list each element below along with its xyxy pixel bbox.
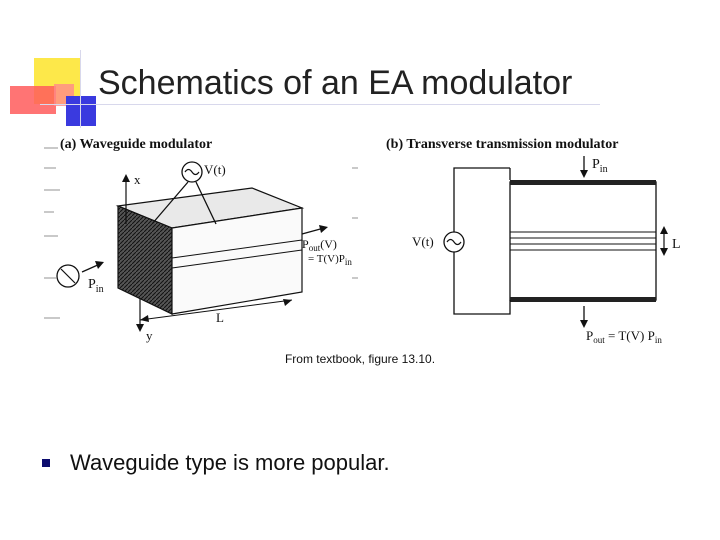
slab-body [510, 182, 656, 300]
bullet-square-icon [42, 459, 50, 467]
axis-y-label: y [146, 328, 153, 343]
panel-b-input-arrow-icon [580, 170, 588, 178]
panel-a-length: L [216, 310, 224, 325]
output-arrow-icon [319, 225, 328, 233]
panel-a-input: $P_{in}$ [88, 277, 104, 295]
axis-x-arrow-icon [122, 174, 130, 182]
bullet-text: Waveguide type is more popular. [70, 450, 390, 475]
panel-b-voltage: V(t) [412, 234, 434, 249]
thickness-arrow-up-icon [660, 226, 668, 234]
panel-a-voltage: V(t) [204, 162, 226, 177]
figure-caption: From textbook, figure 13.10. [284, 352, 436, 366]
length-arrow-right-icon [283, 299, 292, 306]
panel-a-label: (a) Waveguide modulator [60, 137, 213, 152]
circuit-wire-top [454, 168, 510, 232]
thickness-arrow-down-icon [660, 248, 668, 256]
length-arrow-left-icon [140, 315, 149, 322]
panel-b-label: (b) Transverse transmission modulator [386, 137, 619, 152]
panel-b-output-arrow-icon [580, 320, 588, 328]
figure-svg [40, 128, 688, 350]
panel-a-waveguide-modulator [57, 137, 352, 343]
panel-b-transverse-modulator [386, 137, 681, 345]
decor-red-square [10, 86, 56, 114]
title-rule-vertical [80, 50, 81, 130]
axis-y-arrow-icon [136, 324, 144, 332]
figure-ea-modulator [40, 128, 688, 350]
axis-x-label: x [134, 172, 141, 187]
panel-b-output: $P_{out} = T(V)$ $P_{in}$ [586, 328, 662, 345]
slide-title: Schematics of an EA modulator [98, 64, 573, 102]
bottom-electrode [510, 297, 656, 302]
panel-a-output-line1: $P_{out}(V)$ [302, 237, 337, 253]
top-electrode [510, 180, 656, 185]
panel-b-length: L [672, 237, 681, 252]
circuit-wire-bottom [454, 252, 510, 314]
panel-a-output-line2: = $T(V)P_{in}$ [308, 253, 352, 267]
panel-b-input: $P_{in}$ [592, 157, 608, 175]
bullet-item [42, 450, 390, 476]
decor-blue-square [66, 96, 96, 126]
title-rule-horizontal [40, 104, 600, 105]
